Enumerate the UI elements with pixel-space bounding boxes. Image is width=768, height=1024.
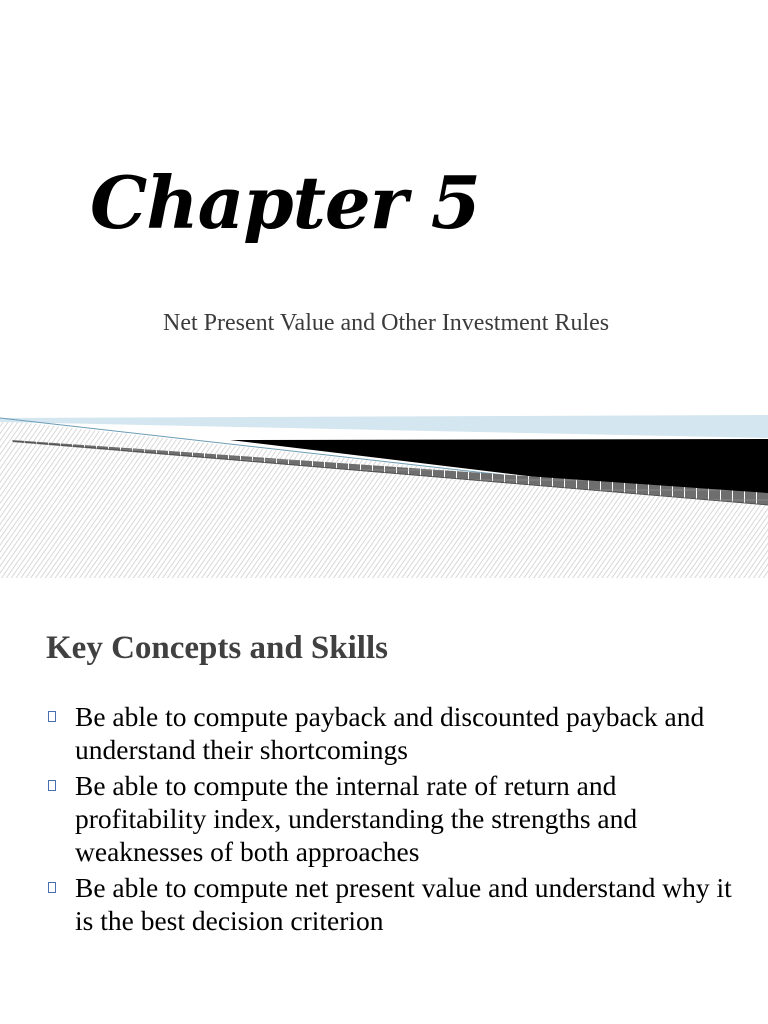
chapter-title: Chapter 5 <box>90 160 480 245</box>
bullet-item <box>46 769 746 868</box>
square-bullet-icon <box>48 711 56 722</box>
square-bullet-icon <box>48 780 56 791</box>
bullet-item <box>46 700 746 766</box>
bullet-list <box>46 700 746 940</box>
chapter-subtitle: Net Present Value and Other Investment Rules <box>163 310 610 336</box>
bullet-text: Be able to compute net present value and understand why it is the best decision criterion <box>75 872 732 936</box>
bullet-item <box>46 871 746 937</box>
concepts-heading: Key Concepts and Skills <box>46 630 388 666</box>
decorative-banner <box>0 405 768 578</box>
bullet-text: Be able to compute the internal rate of return and profitability index, understanding the strengths and weaknesses of both approaches <box>75 770 638 867</box>
bullet-text: Be able to compute payback and discounted payback and understand their shortcomings <box>75 701 705 765</box>
concepts-slide <box>0 578 768 1024</box>
square-bullet-icon <box>48 882 56 893</box>
